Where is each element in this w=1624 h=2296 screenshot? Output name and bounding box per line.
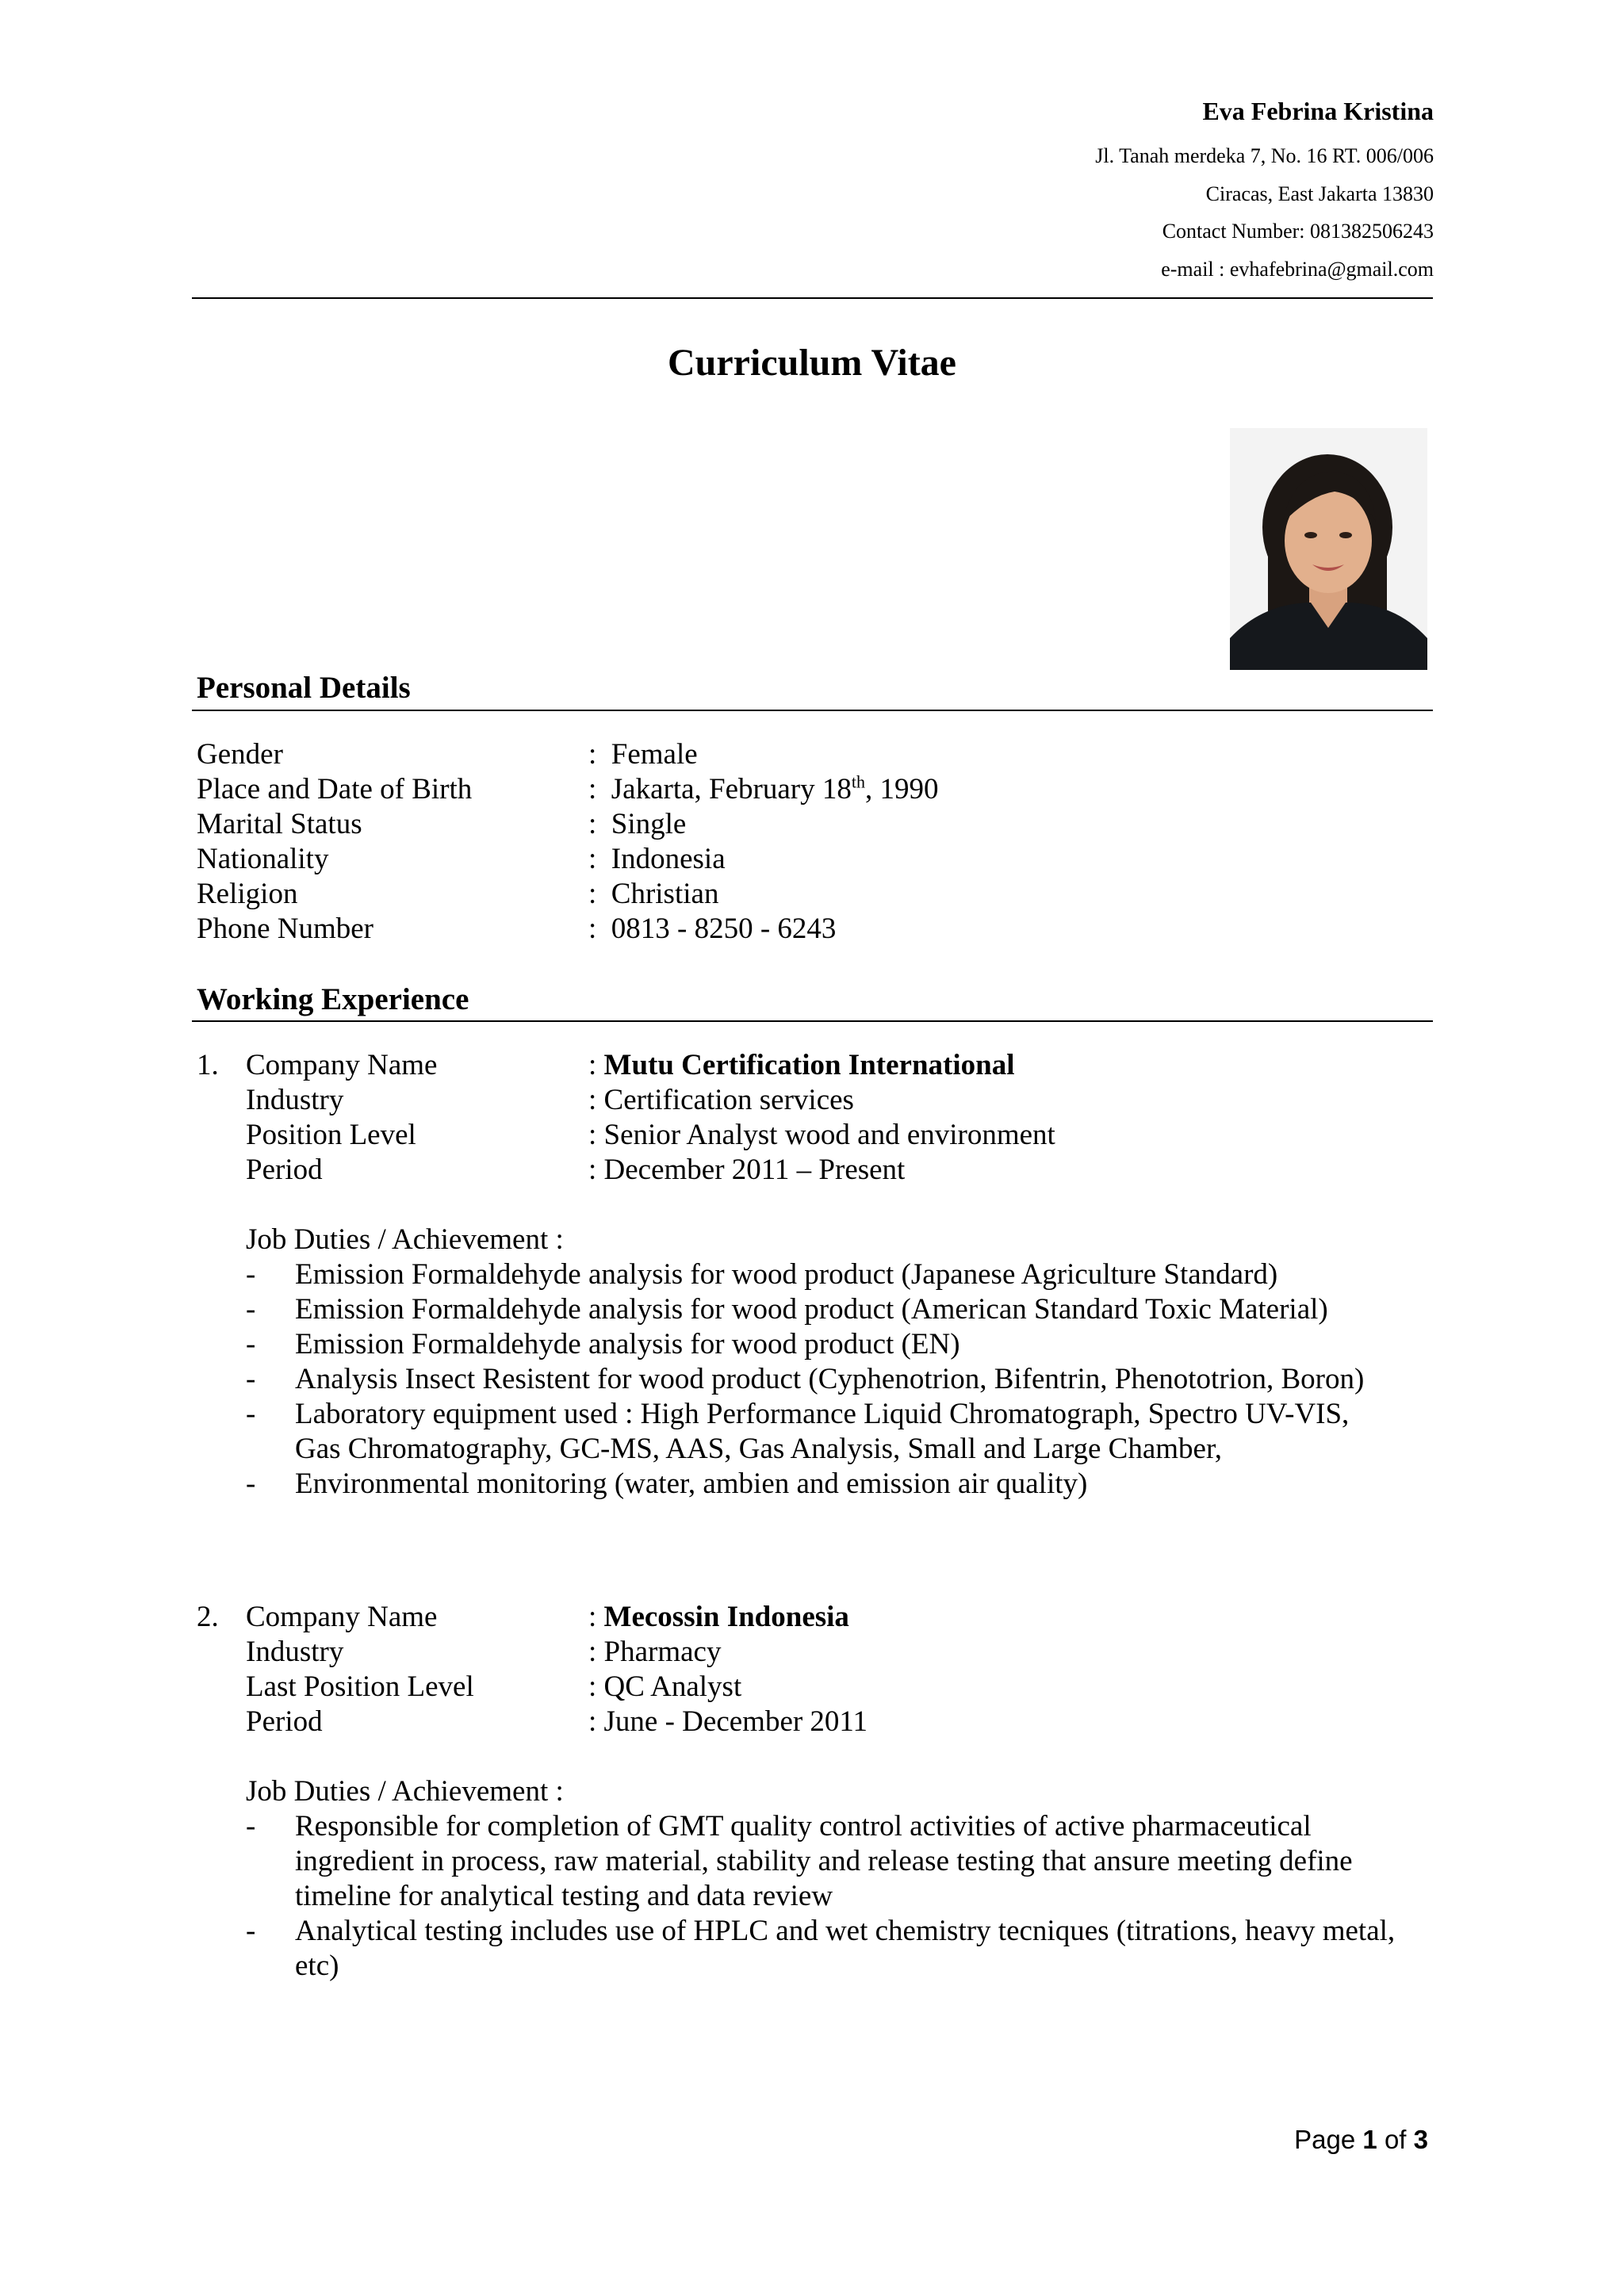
field-value: : Female — [588, 738, 698, 771]
bullet-dash: - — [246, 1468, 256, 1500]
duty-item: Emission Formaldehyde analysis for wood product (Japanese Agriculture Standard) — [295, 1258, 1278, 1291]
address-line-1: Jl. Tanah merdeka 7, No. 16 RT. 006/006 — [1095, 144, 1434, 167]
field-label: Industry — [246, 1636, 344, 1668]
field-value: : Certification services — [588, 1084, 854, 1116]
industry-value: Pharmacy — [603, 1636, 722, 1668]
bullet-dash: - — [246, 1328, 256, 1360]
total-pages: 3 — [1413, 2125, 1428, 2154]
ordinal-suffix: th — [851, 771, 865, 792]
field-value: : QC Analyst — [588, 1670, 742, 1703]
field-value: : December 2011 – Present — [588, 1154, 906, 1186]
field-label: Place and Date of Birth — [197, 773, 473, 806]
page-word: Page — [1294, 2125, 1356, 2154]
duty-item: Responsible for completion of GMT quality control activities of active pharmaceutical — [295, 1810, 1312, 1843]
bullet-dash: - — [246, 1293, 256, 1326]
field-label: Phone Number — [197, 913, 373, 945]
job-number: 1. — [197, 1049, 219, 1081]
field-label: Industry — [246, 1084, 344, 1116]
section-divider — [192, 1020, 1433, 1022]
duty-item-continued: timeline for analytical testing and data review — [295, 1880, 833, 1912]
field-label: Marital Status — [197, 808, 362, 840]
duty-item: Emission Formaldehyde analysis for wood product (American Standard Toxic Material) — [295, 1293, 1328, 1326]
gender-value: Female — [611, 738, 698, 771]
period-value: June - December 2011 — [603, 1705, 868, 1738]
field-value: : Indonesia — [588, 843, 726, 875]
document-title: Curriculum Vitae — [668, 342, 956, 384]
current-page: 1 — [1362, 2125, 1377, 2154]
birth-year: , 1990 — [865, 773, 939, 806]
position-value: Senior Analyst wood and environment — [603, 1119, 1055, 1151]
of-word: of — [1384, 2125, 1407, 2154]
section-heading-working-experience: Working Experience — [197, 982, 469, 1016]
field-label: Company Name — [246, 1049, 438, 1081]
bullet-dash: - — [246, 1363, 256, 1395]
field-label: Nationality — [197, 843, 329, 875]
duties-heading: Job Duties / Achievement : — [246, 1775, 564, 1808]
profile-photo — [1230, 428, 1427, 670]
nationality-value: Indonesia — [611, 843, 726, 875]
position-value: QC Analyst — [603, 1670, 742, 1703]
field-label: Period — [246, 1154, 323, 1186]
job-number: 2. — [197, 1601, 219, 1633]
duty-item: Analysis Insect Resistent for wood product (Cyphenotrion, Bifentrin, Phenototrion, Boron) — [295, 1363, 1365, 1395]
field-value: : Jakarta, February 18th, 1990 — [588, 771, 939, 806]
bullet-dash: - — [246, 1915, 256, 1947]
profile-photo-image — [1230, 428, 1427, 670]
applicant-name: Eva Febrina Kristina — [1202, 97, 1434, 125]
duty-item-continued: Gas Chromatography, GC-MS, AAS, Gas Analysis, Small and Large Chamber, — [295, 1433, 1223, 1465]
field-value: : Mecossin Indonesia — [588, 1601, 849, 1633]
section-divider — [192, 710, 1433, 711]
field-label: Gender — [197, 738, 283, 771]
bullet-dash: - — [246, 1258, 256, 1291]
field-label: Company Name — [246, 1601, 438, 1633]
field-value: : Christian — [588, 878, 719, 910]
religion-value: Christian — [611, 878, 719, 910]
company-name: Mutu Certification International — [603, 1049, 1015, 1081]
company-name: Mecossin Indonesia — [603, 1601, 849, 1633]
duty-item: Emission Formaldehyde analysis for wood product (EN) — [295, 1328, 960, 1360]
contact-number: Contact Number: 081382506243 — [1162, 220, 1434, 243]
header-divider — [192, 297, 1433, 299]
duty-item-continued: etc) — [295, 1950, 339, 1982]
field-label: Last Position Level — [246, 1670, 474, 1703]
field-value: : Senior Analyst wood and environment — [588, 1119, 1055, 1151]
field-label: Period — [246, 1705, 323, 1738]
duty-item: Environmental monitoring (water, ambien and emission air quality) — [295, 1468, 1088, 1500]
email-address: e-mail : evhafebrina@gmail.com — [1161, 258, 1434, 281]
field-label: Position Level — [246, 1119, 416, 1151]
birth-place-date: Jakarta, February 18 — [611, 773, 852, 806]
industry-value: Certification services — [603, 1084, 854, 1116]
section-heading-personal-details: Personal Details — [197, 671, 411, 705]
phone-value: 0813 - 8250 - 6243 — [611, 913, 837, 945]
duty-item: Analytical testing includes use of HPLC and wet chemistry tecniques (titrations, heavy metal, — [295, 1915, 1396, 1947]
marital-status-value: Single — [611, 808, 687, 840]
bullet-dash: - — [246, 1810, 256, 1843]
duty-item-continued: ingredient in process, raw material, stability and release testing that ansure meeting define — [295, 1845, 1353, 1877]
field-value: : Mutu Certification International — [588, 1049, 1015, 1081]
field-value: : Single — [588, 808, 687, 840]
field-label: Religion — [197, 878, 298, 910]
page-number — [1294, 2125, 1428, 2155]
duty-item: Laboratory equipment used : High Performance Liquid Chromatograph, Spectro UV-VIS, — [295, 1398, 1350, 1430]
address-line-2: Ciracas, East Jakarta 13830 — [1205, 182, 1434, 205]
period-value: December 2011 – Present — [603, 1154, 906, 1186]
field-value: : June - December 2011 — [588, 1705, 868, 1738]
bullet-dash: - — [246, 1398, 256, 1430]
duties-heading: Job Duties / Achievement : — [246, 1223, 564, 1256]
field-value: : Pharmacy — [588, 1636, 722, 1668]
field-value: : 0813 - 8250 - 6243 — [588, 913, 837, 945]
